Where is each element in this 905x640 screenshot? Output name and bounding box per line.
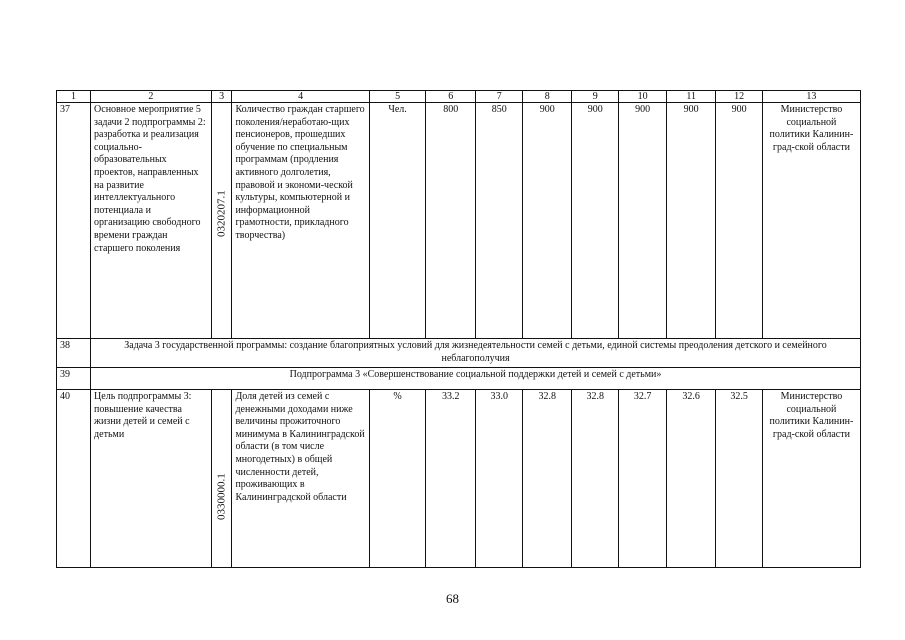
row-name: Основное мероприятие 5 задачи 2 подпрограммы 2: разработка и реализация социально-образовательных проектов, направленных на развитие интеллектуального потенциала и организацию свободного времени граждан старшего поколения xyxy=(91,103,212,339)
row-value: 800 xyxy=(426,103,476,339)
header-cell: 12 xyxy=(716,91,762,103)
header-cell: 4 xyxy=(232,91,369,103)
page-number: 68 xyxy=(446,591,459,606)
row-responsible: Министерство социальной политики Калинин-град-ской области xyxy=(762,390,860,568)
row-value: 33.0 xyxy=(475,390,522,568)
header-cell: 8 xyxy=(523,91,572,103)
row-number: 39 xyxy=(57,368,91,390)
row-indicator: Доля детей из семей с денежными доходами ниже величины прожиточного минимума в Калининградской области (в том числе многодетных) в общей численности детей, проживающих в Калининградской области xyxy=(232,390,369,568)
header-row xyxy=(57,91,861,103)
row-value: 32.8 xyxy=(523,390,572,568)
row-value: 900 xyxy=(666,103,716,339)
row-value: 32.8 xyxy=(571,390,618,568)
table-row xyxy=(57,339,861,368)
subprogram-heading: Подпрограмма 3 «Совершенствование социальной поддержки детей и семей с детьми» xyxy=(91,368,861,390)
row-name: Цель подпрограммы 3: повышение качества жизни детей и семей с детьми xyxy=(91,390,212,568)
header-cell: 2 xyxy=(91,91,212,103)
header-cell: 6 xyxy=(426,91,476,103)
row-value: 32.6 xyxy=(666,390,716,568)
row-value: 900 xyxy=(716,103,762,339)
indicator-table xyxy=(56,90,861,568)
row-value: 33.2 xyxy=(426,390,476,568)
header-cell: 9 xyxy=(571,91,618,103)
row-code: 0320207.1 xyxy=(211,103,232,339)
row-number: 40 xyxy=(57,390,91,568)
row-value: 850 xyxy=(475,103,522,339)
header-cell: 1 xyxy=(57,91,91,103)
header-cell: 10 xyxy=(619,91,666,103)
task-heading: Задача 3 государственной программы: создание благоприятных условий для жизнедеятельности семей с детьми, единой системы преодоления детского и семейного неблагополучия xyxy=(91,339,861,368)
row-unit: % xyxy=(369,390,426,568)
header-cell: 5 xyxy=(369,91,426,103)
row-number: 37 xyxy=(57,103,91,339)
row-indicator: Количество граждан старшего поколения/неработаю-щих пенсионеров, прошедших обучение по специальным программам (продления активного долголетия, правовой и экономи-ческой культуры, компьютерной и информационной грамотности, прикладного творчества) xyxy=(232,103,369,339)
row-responsible: Министерство социальной политики Калинин-град-ской области xyxy=(762,103,860,339)
table-row xyxy=(57,368,861,390)
table-row xyxy=(57,390,861,568)
header-cell: 13 xyxy=(762,91,860,103)
row-value: 32.7 xyxy=(619,390,666,568)
table-row xyxy=(57,103,861,339)
row-code: 0330000.1 xyxy=(211,390,232,568)
header-cell: 11 xyxy=(666,91,716,103)
row-value: 900 xyxy=(523,103,572,339)
header-cell: 7 xyxy=(475,91,522,103)
row-value: 32.5 xyxy=(716,390,762,568)
row-number: 38 xyxy=(57,339,91,368)
header-cell: 3 xyxy=(211,91,232,103)
row-unit: Чел. xyxy=(369,103,426,339)
row-value: 900 xyxy=(571,103,618,339)
row-value: 900 xyxy=(619,103,666,339)
